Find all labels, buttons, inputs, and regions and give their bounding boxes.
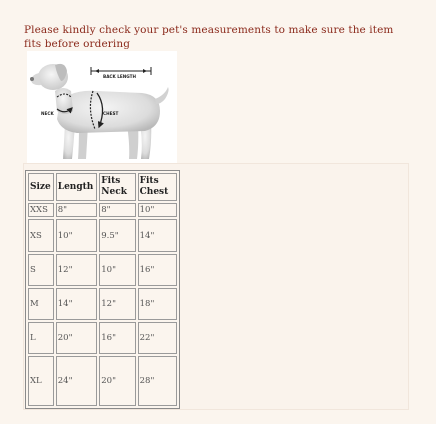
cell-chest: 28" [138, 356, 177, 406]
header-fits-chest: Fits Chest [138, 173, 177, 201]
cell-size: XXS [28, 203, 54, 217]
cell-size: XL [28, 356, 54, 406]
header-fits-neck: Fits Neck [99, 173, 135, 201]
dog-measurement-diagram [27, 51, 177, 166]
neck-annotation: NECK [41, 111, 54, 116]
cell-length: 20" [56, 322, 98, 354]
cell-chest: 22" [138, 322, 177, 354]
cell-neck: 9.5" [99, 219, 135, 252]
header-size: Size [28, 173, 54, 201]
header-length: Length [56, 173, 98, 201]
size-chart-table [25, 170, 180, 409]
cell-neck: 8" [99, 203, 135, 217]
cell-chest: 16" [138, 254, 177, 286]
table-row [28, 254, 177, 286]
table-header-row [28, 173, 177, 201]
cell-size: M [28, 288, 54, 320]
cell-neck: 16" [99, 322, 135, 354]
cell-size: L [28, 322, 54, 354]
cell-neck: 12" [99, 288, 135, 320]
cell-neck: 20" [99, 356, 135, 406]
cell-length: 10" [56, 219, 98, 252]
cell-size: S [28, 254, 54, 286]
table-row [28, 356, 177, 406]
table-row [28, 219, 177, 252]
chest-annotation: CHEST [103, 111, 119, 116]
cell-length: 8" [56, 203, 98, 217]
table-row [28, 322, 177, 354]
table-row [28, 203, 177, 217]
cell-size: XS [28, 219, 54, 252]
cell-chest: 10" [138, 203, 177, 217]
cell-length: 14" [56, 288, 98, 320]
cell-chest: 14" [138, 219, 177, 252]
measurement-notice: Please kindly check your pet's measurements to make sure the item fits before ordering [24, 24, 394, 50]
cell-neck: 10" [99, 254, 135, 286]
cell-length: 12" [56, 254, 98, 286]
cell-chest: 18" [138, 288, 177, 320]
table-row [28, 288, 177, 320]
back-length-annotation: BACK LENGTH [103, 74, 136, 79]
cell-length: 24" [56, 356, 98, 406]
